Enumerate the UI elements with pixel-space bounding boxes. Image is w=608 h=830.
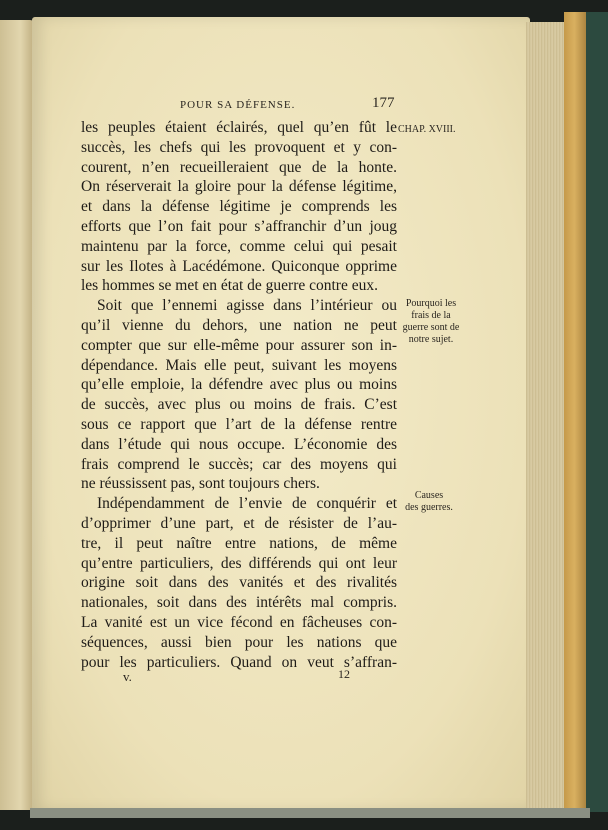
- text-line: dépendance. Mais elle peut, suivant les moyens: [81, 356, 397, 374]
- text-line: tre, il peut naître entre nations, de même: [81, 534, 397, 552]
- margin-note-line: notre sujet.: [408, 334, 454, 345]
- text-line: Indépendamment de l’envie de conquérir et: [97, 495, 397, 513]
- text-line: origine soit dans des vanités et des rivalités: [81, 574, 397, 592]
- book-bottom-edge: [30, 808, 590, 818]
- page-stack-edges: [526, 22, 569, 808]
- text-line: de succès, avec plus ou moins de frais. C’est: [81, 396, 397, 414]
- text-line: maintenu par la force, comme celui qui pesait: [81, 237, 397, 255]
- text-line: courent, n’en recueilleraient que de la honte.: [81, 158, 397, 176]
- margin-note-line: frais de la: [411, 310, 451, 321]
- margin-note-line: Pourquoi les: [405, 298, 457, 309]
- text-line: les hommes se met en état de guerre contre eux.: [81, 277, 378, 295]
- text-line: les peuples étaient éclairés, quel qu’en fût le: [81, 119, 397, 136]
- text-line: On réserverait la gloire pour la défense légitime,: [81, 178, 397, 196]
- margin-note-causes: [398, 490, 460, 514]
- text-line: Soit que l’ennemi agisse dans l’intérieur ou: [97, 297, 397, 315]
- book-spine-board: [586, 12, 608, 812]
- text-line: La vanité est un vice fécond en fâcheuses con-: [81, 613, 397, 631]
- text-line: ne réussissent pas, sont toujours chers.: [81, 475, 320, 493]
- text-line: succès, les chefs qui les provoquent et y con-: [81, 138, 397, 156]
- text-line: pour les particuliers. Quand on veut s’affran-: [81, 653, 397, 671]
- margin-note-line: des guerres.: [405, 502, 453, 513]
- text-line: frais comprend le succès; car des moyens qui: [81, 455, 397, 473]
- text-line: qu’il vienne du dehors, une nation ne peut: [81, 316, 397, 334]
- margin-note-line: Causes: [414, 490, 444, 501]
- text-line: d’opprimer d’une part, et de résister de l’au-: [81, 514, 397, 532]
- text-line: et dans la défense légitime je comprends les: [81, 198, 397, 216]
- text-line: qu’entre particuliers, des différends qui ont leur: [81, 554, 397, 572]
- margin-note-frais: [398, 298, 464, 346]
- main-text: [81, 118, 397, 672]
- text-line: compter que sur elle-même pour assurer son in-: [81, 336, 397, 354]
- gathering-number: 12: [338, 667, 350, 681]
- text-line: nationales, soit dans des intérêts mal compris.: [81, 594, 397, 612]
- signature-mark: v.: [123, 669, 132, 684]
- margin-note-chapter: CHAP. XVIII.: [398, 124, 456, 135]
- text-line: sur les Ilotes à Lacédémone. Quiconque opprime: [81, 257, 397, 275]
- running-head-title: POUR SA DÉFENSE.: [180, 99, 296, 111]
- text-line: séquences, aussi bien pour les nations que: [81, 633, 397, 651]
- page-number: 177: [372, 95, 395, 111]
- text-line: efforts que l’on fait pour s’affranchir d’un joug: [81, 217, 397, 235]
- text-line: dans l’étude qui nous occupe. L’économie des: [81, 435, 397, 453]
- text-line: sous ce rapport que l’art de la défense rentre: [81, 415, 397, 433]
- text-line: qu’elle emploie, la défendre avec plus ou moins: [81, 376, 397, 394]
- facing-page-edge: [0, 20, 34, 810]
- margin-note-line: guerre sont de: [402, 322, 460, 333]
- running-head: [180, 95, 400, 115]
